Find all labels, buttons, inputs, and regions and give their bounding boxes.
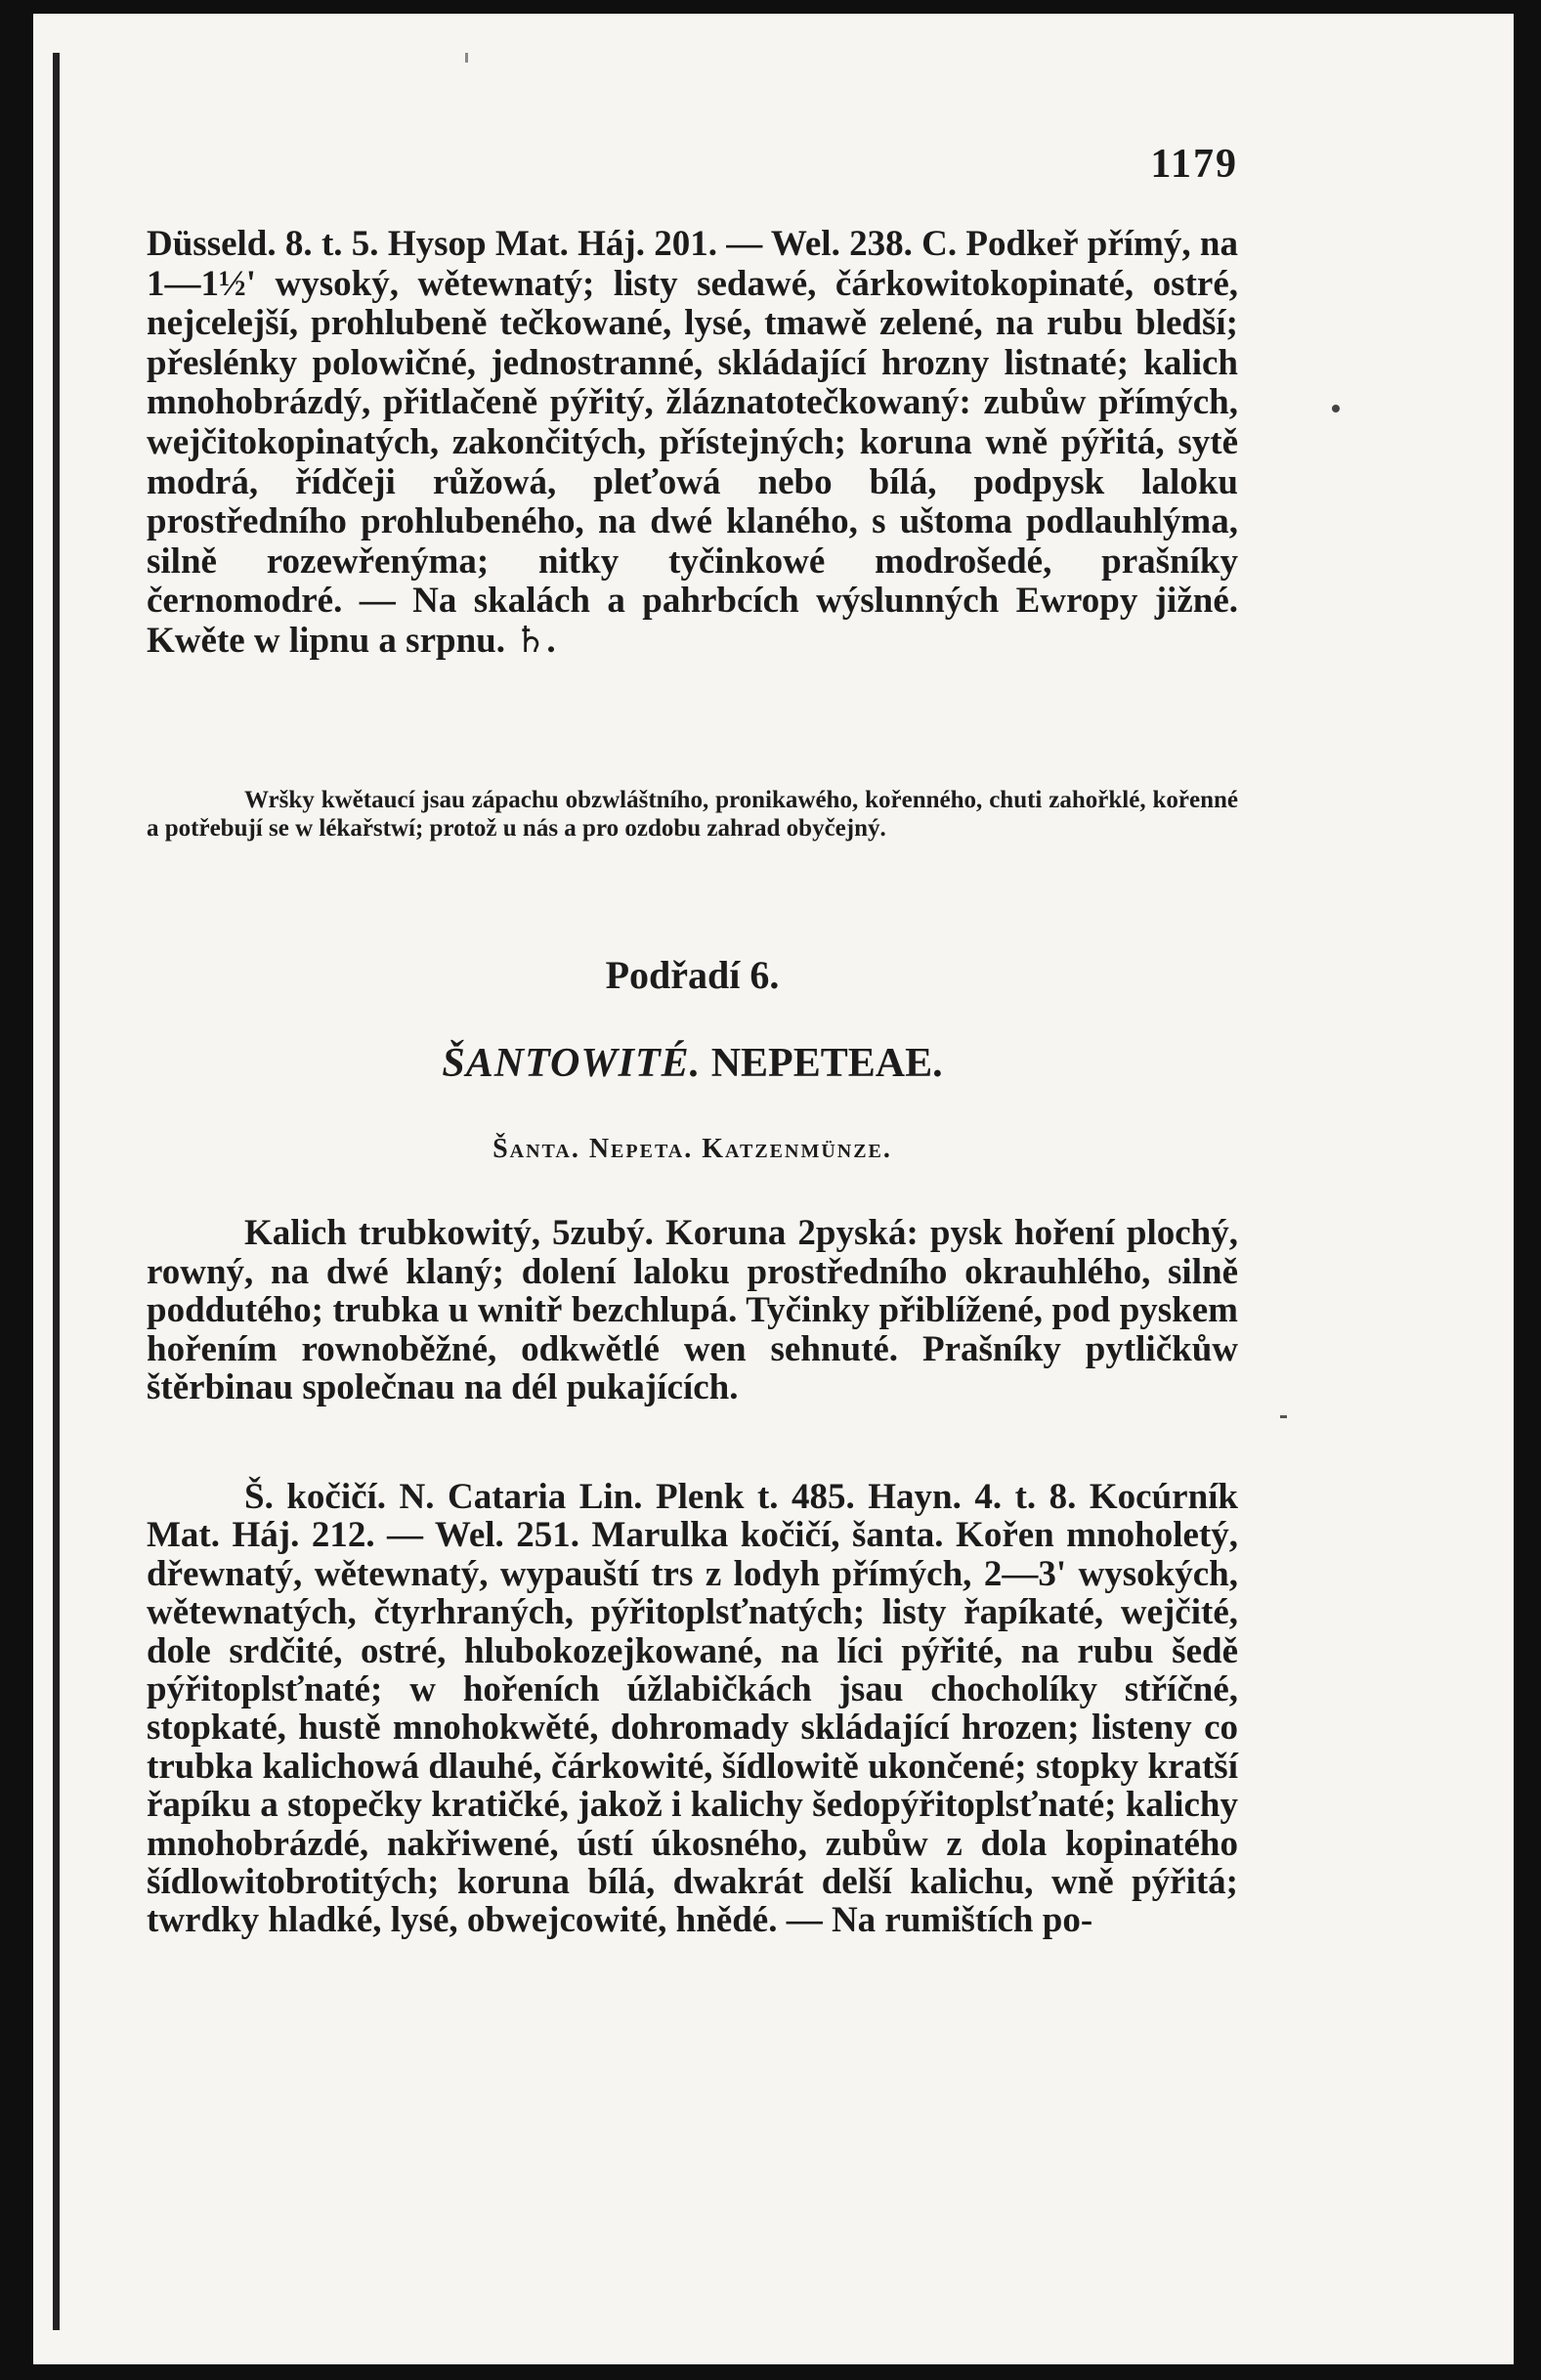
book-page: [33, 14, 1514, 2364]
paragraph-species-catnip: Š. kočičí. N. Cataria Lin. Plenk t. 485. Hayn. 4. t. 8. Kocúrník Mat. Háj. 212. — Wel. 251. Marulka kočičí, šanta. Kořen mnoholetý, dřewnatý, wětewnatý, wypauští trs z lodyh přímých, 2—3' wysokých, wětewnatých, čtyrhraných, pýřitoplsťnatých; listy řapíkaté, wejčité, dole srdčité, ostré, hlubokozejkowané, na líci pýřité, na rubu šedě pýřitoplsťnaté; w hořeních úžlabičkách jsau chocholíky stříčné, stopkaté, hustě mnohokwěté, dohromady skládající hrozen; listeny co trubka kalichowá dlauhé, čárkowité, šídlowitě ukončené; stopky kratší řapíku a stopečky kratičké, jakož i kalichy šedopýřitoplsťnaté; kalichy mnohobrázdé, nakřiwené, ústí úkosného, zubůw z dola kopinatého šídlowitobrotitých; koruna bílá, dwakrát delší kalichu, wně pýřitá; twrdky hladké, lysé, obwejcowité, hnědé. — Na rumištích po-: [147, 1477, 1238, 1941]
page-edge-shadow: [53, 53, 60, 2330]
paragraph-hysop-uses: Wršky kwětaucí jsau zápachu obzwláštního, pronikawého, kořenného, chuti zahořklé, kořenné a potřebují se w lékařstwí; protož u nás a pro ozdobu zahrad obyčejný.: [147, 787, 1238, 842]
family-heading: [147, 1040, 1238, 1087]
paragraph-hysop-description: Düsseld. 8. t. 5. Hysop Mat. Háj. 201. — Wel. 238. C. Podkeř přímý, na 1—1½' wysoký, wětewnatý; listy sedawé, čárkowitokopinaté, ostré, nejcelejší, prohlubeně tečkowané, lysé, tmawě zelené, na rubu bledší; přeslénky polowičné, jednostranné, skládající hrozny listnaté; kalich mnohobrázdý, přitlačeně pýřitý, žláznatotečkowaný: zubůw přímých, wejčitokopinatých, zakončitých, přístejných; koruna wně pýřitá, sytě modrá, řídčeji růžowá, pleťowá nebo bílá, podpysk laloku prostředního prohlubeného, na dwé klaného, s uštoma podlauhlýma, silně rozewřenýma; nitky tyčinkowé modrošedé, prašníky černomodré. — Na skalách a pahrbcích wýslunných Ewropy jižné. Kwěte w lipnu a srpnu. ♄.: [147, 224, 1238, 661]
family-name-czech: ŠANTOWITÉ.: [442, 1041, 702, 1086]
genus-heading: Šanta. Nepeta. Katzenmünze.: [492, 1134, 892, 1164]
print-speck: [1332, 405, 1340, 412]
page-number: 1179: [1150, 142, 1238, 187]
print-speck: [1280, 1415, 1287, 1418]
suborder-heading: Podřadí 6.: [605, 953, 780, 997]
paragraph-genus-description: Kalich trubkowitý, 5zubý. Koruna 2pyská: pysk hoření plochý, rowný, na dwé klaný; dolení laloku prostředního okrauhlého, silně poddutého; trubka u wnitř bezchlupá. Tyčinky přiblížené, pod pyskem hořením rownoběžné, odkwětlé wen sehnuté. Prašníky pytličkůw štěrbinau společnau na dél pukajících.: [147, 1213, 1238, 1407]
family-name-latin: NEPETEAE.: [710, 1041, 943, 1086]
print-speck: [465, 53, 468, 63]
